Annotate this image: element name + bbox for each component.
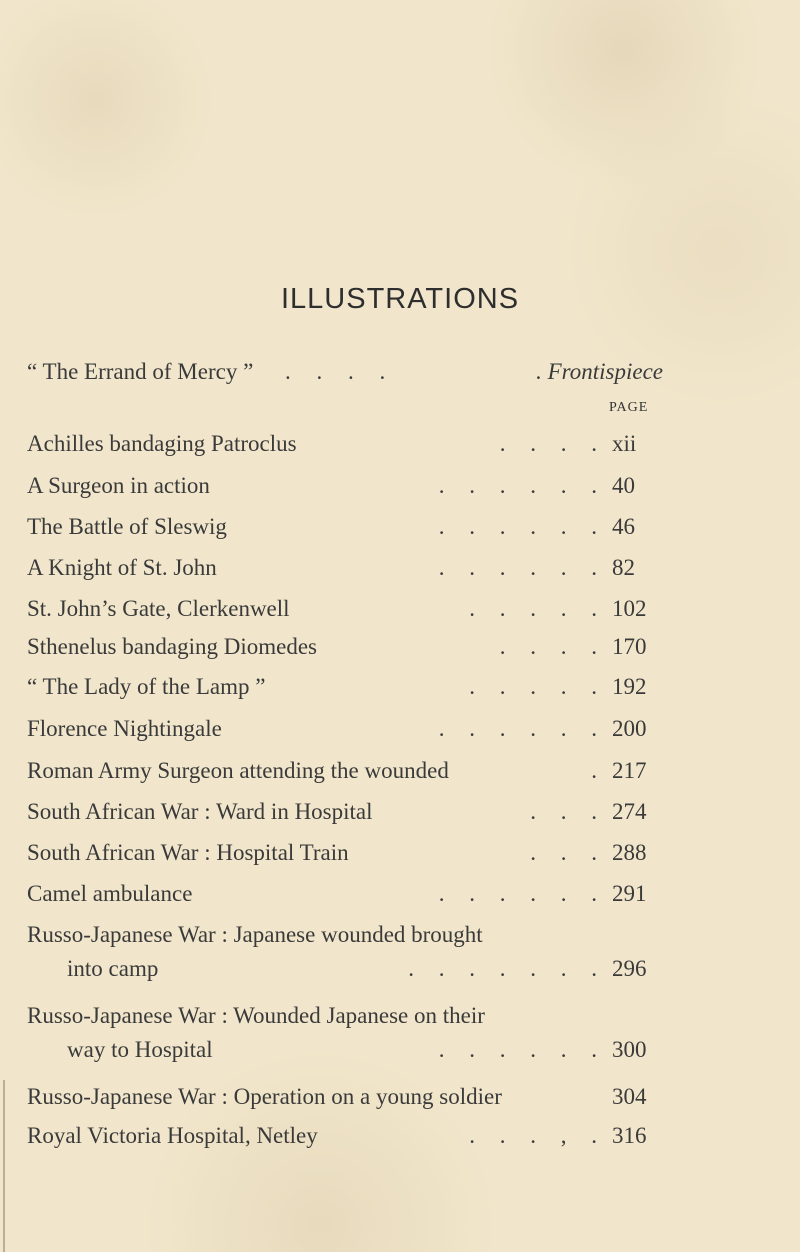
leader-dots: . . . [530,799,597,824]
entry-title: Achilles bandaging Patroclus [27,431,297,456]
leader-dots: . . . . . [469,674,597,699]
page-number: 40 [612,473,635,498]
page-number: 291 [612,881,647,906]
page-number: 46 [612,514,635,539]
leader-dots: . . . . . . [438,881,597,906]
entry-title: Russo-Japanese War : Operation on a young soldier [27,1084,502,1109]
leader-dots: . . . . . . [438,514,597,539]
page-title: ILLUSTRATIONS [280,283,520,315]
page-number: xii [612,431,637,456]
entry-title: Russo-Japanese War : Japanese wounded brought [27,922,483,947]
page-number: 288 [612,840,647,865]
entry-title: Sthenelus bandaging Diomedes [27,634,318,659]
page-number: 200 [612,716,647,741]
page-column-header: PAGE [609,400,649,415]
entry-title: South African War : Hospital Train [27,840,349,865]
entry-title: “ The Lady of the Lamp ” [27,674,266,699]
entry-title: St. John’s Gate, Clerkenwell [27,596,290,621]
leader-dots: . . . . . . [438,555,597,580]
entry-title: Roman Army Surgeon attending the wounded [27,758,449,783]
page-number: 316 [612,1123,647,1148]
page-number: 304 [612,1084,647,1109]
page-number: 170 [612,634,647,659]
page-number: 300 [612,1037,647,1062]
entry-title: A Knight of St. John [27,555,217,580]
entry-title: Russo-Japanese War : Wounded Japanese on their [27,1003,485,1028]
frontispiece-leader-dots: . . . . [285,359,386,384]
page-number: 274 [612,799,647,824]
entry-title-continuation: into camp [67,956,159,981]
entry-title-continuation: way to Hospital [67,1037,213,1062]
entry-title: Florence Nightingale [27,716,222,741]
leader-dots: . . . . . [469,596,597,621]
entry-title: Camel ambulance [27,881,193,906]
entry-title: South African War : Ward in Hospital [27,799,373,824]
page-number: 102 [612,596,647,621]
leader-dots: . [591,758,597,783]
leader-dots: . . . . . . [438,473,597,498]
page-number: 296 [612,956,647,981]
leader-dots: . . . , . [469,1123,597,1148]
page-number: 217 [612,758,647,783]
entry-title: A Surgeon in action [27,473,210,498]
page-edge-shadow [3,1080,5,1252]
entry-title: The Battle of Sleswig [27,514,227,539]
frontispiece-location: . Frontispiece [536,359,663,384]
leader-dots: . . . . [499,431,597,456]
entry-title: Royal Victoria Hospital, Netley [27,1123,318,1148]
leader-dots: . . . . . . [438,1037,597,1062]
frontispiece-title: “ The Errand of Mercy ” [27,359,254,384]
leader-dots: . . . . [499,634,597,659]
page-number: 192 [612,674,647,699]
leader-dots: . . . . . . [438,716,597,741]
page-number: 82 [612,555,635,580]
leader-dots: . . . [530,840,597,865]
frontispiece-entry [27,355,663,389]
leader-dots: . . . . . . . [408,956,597,981]
